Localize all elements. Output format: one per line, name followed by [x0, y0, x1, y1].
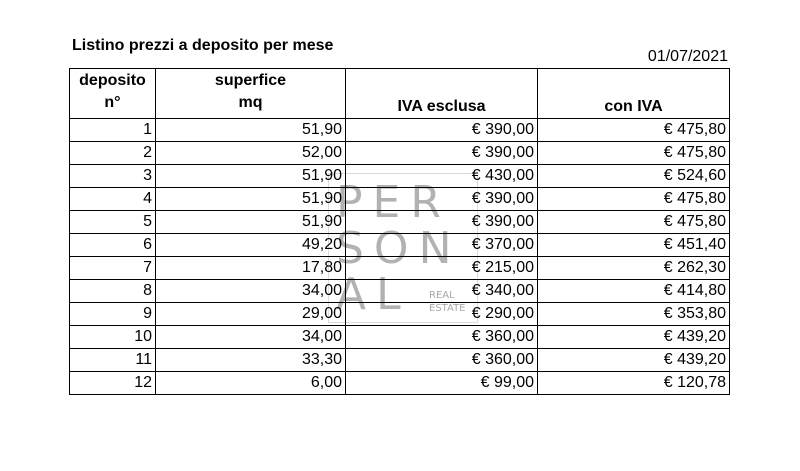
cell-iva-esclusa: € 290,00 [346, 303, 538, 326]
header-deposito-line1: deposito [79, 72, 146, 89]
price-table [69, 68, 730, 395]
cell-iva-esclusa: € 99,00 [346, 372, 538, 395]
cell-iva-esclusa: € 430,00 [346, 165, 538, 188]
cell-iva-esclusa: € 390,00 [346, 188, 538, 211]
cell-deposito-n: 3 [70, 165, 156, 188]
header-iva-esclusa: IVA esclusa [346, 69, 538, 119]
table-row [70, 234, 730, 257]
table-header-row [70, 69, 730, 119]
table-row [70, 188, 730, 211]
cell-superfice: 29,00 [156, 303, 346, 326]
cell-con-iva: € 524,60 [538, 165, 730, 188]
cell-con-iva: € 475,80 [538, 211, 730, 234]
table-row [70, 257, 730, 280]
table-row [70, 119, 730, 142]
cell-con-iva: € 451,40 [538, 234, 730, 257]
cell-con-iva: € 353,80 [538, 303, 730, 326]
cell-deposito-n: 12 [70, 372, 156, 395]
cell-superfice: 17,80 [156, 257, 346, 280]
cell-deposito-n: 4 [70, 188, 156, 211]
watermark-sub-line-1: REAL [429, 290, 455, 301]
cell-iva-esclusa: € 370,00 [346, 234, 538, 257]
cell-superfice: 34,00 [156, 280, 346, 303]
cell-con-iva: € 439,20 [538, 326, 730, 349]
cell-deposito-n: 8 [70, 280, 156, 303]
cell-superfice: 33,30 [156, 349, 346, 372]
cell-con-iva: € 475,80 [538, 119, 730, 142]
table-row [70, 326, 730, 349]
table-row [70, 303, 730, 326]
header-deposito [70, 69, 156, 119]
cell-con-iva: € 120,78 [538, 372, 730, 395]
cell-superfice: 52,00 [156, 142, 346, 165]
cell-con-iva: € 262,30 [538, 257, 730, 280]
cell-superfice: 49,20 [156, 234, 346, 257]
cell-superfice: 51,90 [156, 119, 346, 142]
watermark-line-2: SON [336, 223, 462, 274]
cell-iva-esclusa: € 360,00 [346, 326, 538, 349]
cell-deposito-n: 2 [70, 142, 156, 165]
cell-deposito-n: 9 [70, 303, 156, 326]
watermark-line-3: AL [336, 269, 411, 320]
cell-iva-esclusa: € 340,00 [346, 280, 538, 303]
table-row [70, 142, 730, 165]
watermark-sub-line-2: ESTATE [429, 303, 466, 314]
cell-iva-esclusa: € 390,00 [346, 211, 538, 234]
cell-iva-esclusa: € 215,00 [346, 257, 538, 280]
header-deposito-line2: n° [104, 94, 121, 111]
cell-deposito-n: 1 [70, 119, 156, 142]
cell-superfice: 6,00 [156, 372, 346, 395]
cell-superfice: 51,90 [156, 188, 346, 211]
cell-deposito-n: 6 [70, 234, 156, 257]
header-superfice-line2: mq [238, 94, 263, 111]
cell-superfice: 51,90 [156, 165, 346, 188]
cell-iva-esclusa: € 360,00 [346, 349, 538, 372]
watermark-line-1: PER [336, 177, 451, 228]
table-row [70, 165, 730, 188]
cell-superfice: 34,00 [156, 326, 346, 349]
cell-deposito-n: 10 [70, 326, 156, 349]
table-row [70, 372, 730, 395]
header-con-iva: con IVA [538, 69, 730, 119]
header-superfice-line1: superfice [214, 72, 287, 89]
cell-iva-esclusa: € 390,00 [346, 119, 538, 142]
document-title: Listino prezzi a deposito per mese [72, 37, 334, 54]
cell-deposito-n: 5 [70, 211, 156, 234]
cell-deposito-n: 7 [70, 257, 156, 280]
cell-con-iva: € 475,80 [538, 142, 730, 165]
table-row [70, 349, 730, 372]
cell-iva-esclusa: € 390,00 [346, 142, 538, 165]
document-date: 01/07/2021 [647, 48, 728, 65]
cell-deposito-n: 11 [70, 349, 156, 372]
cell-con-iva: € 475,80 [538, 188, 730, 211]
table-row [70, 280, 730, 303]
cell-con-iva: € 439,20 [538, 349, 730, 372]
cell-con-iva: € 414,80 [538, 280, 730, 303]
cell-superfice: 51,90 [156, 211, 346, 234]
header-superfice [156, 69, 346, 119]
table-row [70, 211, 730, 234]
